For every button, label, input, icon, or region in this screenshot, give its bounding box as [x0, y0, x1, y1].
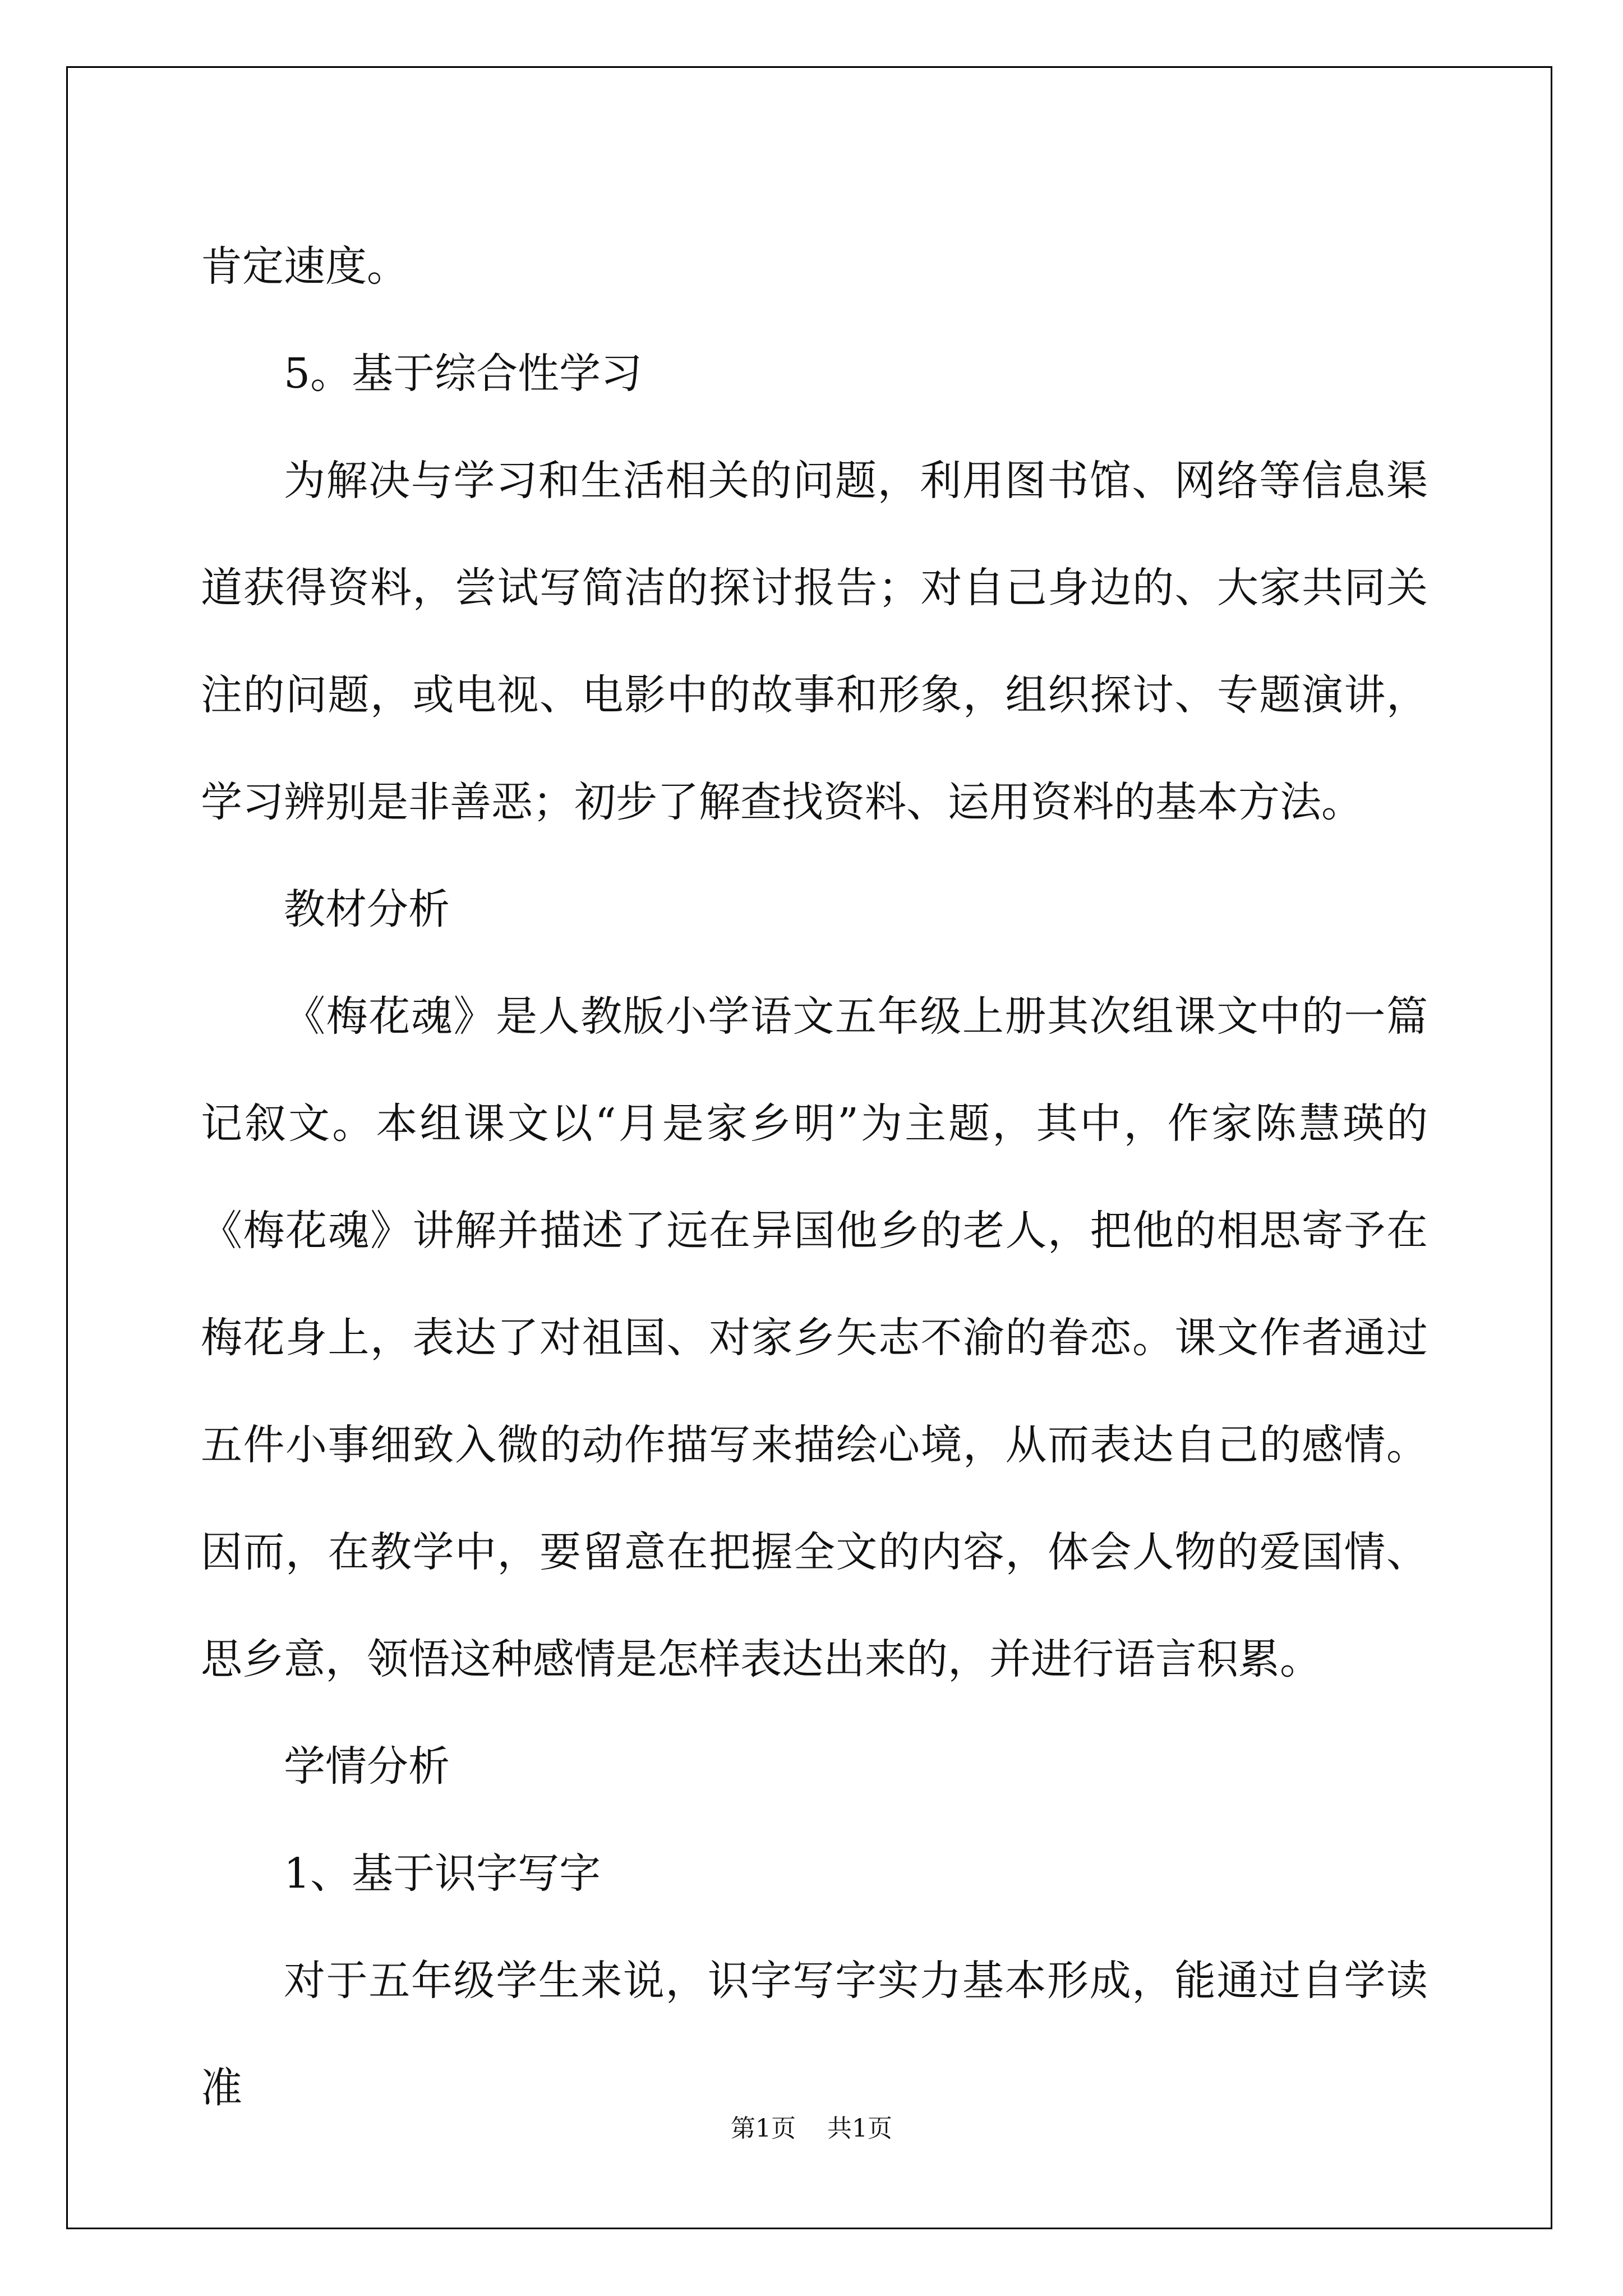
paragraph-literacy: 对于五年级学生来说，识字写字实力基本形成，能通过自学读准	[201, 1957, 1428, 2112]
document-body	[201, 213, 1428, 2142]
paragraph-comprehensive-learning: 为解决与学习和生活相关的问题，利用图书馆、网络等信息渠道获得资料，尝试写简洁的探讨报告；对自己身边的、大家共同关注的问题，或电视、电影中的故事和形象，组织探讨、专题演讲，学习辨别是非善恶；初步了解查找资料、运用资料的基本方法。	[201, 457, 1428, 826]
heading-comprehensive-learning: 5。基于综合性学习	[284, 349, 643, 398]
paragraph-textbook-analysis: 《梅花魂》是人教版小学语文五年级上册其次组课文中的一篇记叙文。本组课文以“月是家乡明”为主题，其中，作家陈慧瑛的《梅花魂》讲解并描述了远在异国他乡的老人，把他的相思寄予在梅花身上，表达了对祖国、对家乡矢志不渝的眷恋。课文作者通过五件小事细致入微的动作描写来描绘心境，从而表达自己的感情。因而，在教学中，要留意在把握全文的内容，体会人物的爱国情、思乡意，领悟这种感情是怎样表达出来的，并进行语言积累。	[201, 992, 1428, 1683]
heading-literacy: 1、基于识字写字	[284, 1849, 601, 1898]
page-total: 共1页	[827, 2114, 892, 2143]
heading-student-analysis: 学情分析	[284, 1742, 450, 1791]
page-footer	[0, 2108, 1623, 2144]
heading-textbook-analysis: 教材分析	[284, 885, 450, 933]
paragraph-speed: 肯定速度。	[201, 242, 408, 291]
page-number: 第1页	[731, 2114, 796, 2143]
